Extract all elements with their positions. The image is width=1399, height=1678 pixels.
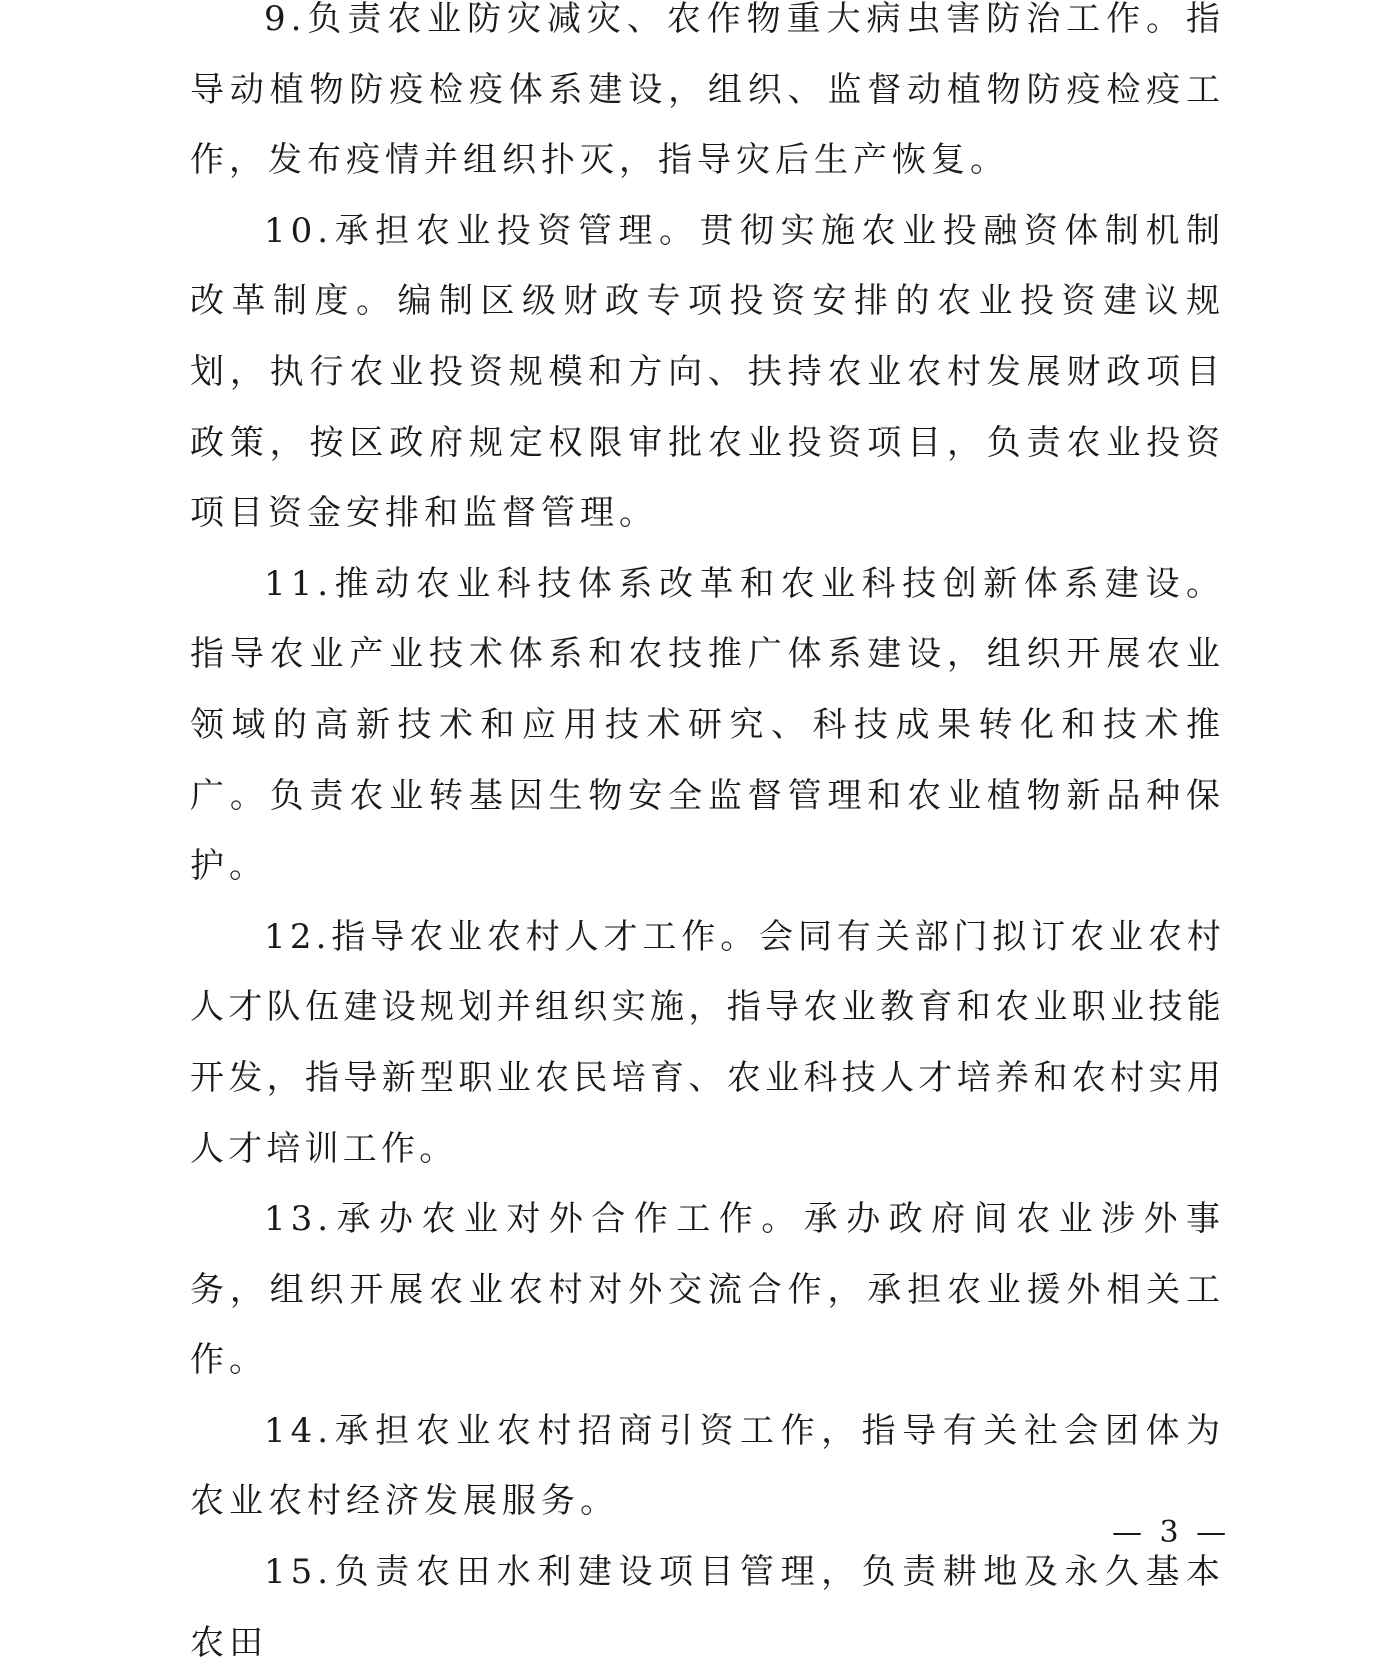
paragraph-item-12: 12.指导农业农村人才工作。会同有关部门拟订农业农村人才队伍建设规划并组织实施，指导农业教育和农业职业技能开发，指导新型职业农民培育、农业科技人才培养和农村实用人才培训工作。 (190, 916, 1225, 1169)
document-body (190, 0, 1225, 1678)
paragraph-item-13: 13.承办农业对外合作工作。承办政府间农业涉外事务，组织开展农业农村对外交流合作，承担农业援外相关工作。 (190, 1199, 1225, 1381)
page-number: — 3 — (1112, 1515, 1231, 1550)
paragraph-item-11: 11.推动农业科技体系改革和农业科技创新体系建设。指导农业产业技术体系和农技推广体系建设，组织开展农业领域的高新技术和应用技术研究、科技成果转化和技术推广。负责农业转基因生物安全监督管理和农业植物新品种保护。 (190, 563, 1225, 887)
paragraph-item-15: 15.负责农田水利建设项目管理，负责耕地及永久基本农田 (190, 1552, 1225, 1663)
paragraph-item-10: 10.承担农业投资管理。贯彻实施农业投融资体制机制改革制度。编制区级财政专项投资安排的农业投资建议规划，执行农业投资规模和方向、扶持农业农村发展财政项目政策，按区政府规定权限审批农业投资项目，负责农业投资项目资金安排和监督管理。 (190, 210, 1225, 534)
paragraph-item-14: 14.承担农业农村招商引资工作，指导有关社会团体为农业农村经济发展服务。 (190, 1410, 1225, 1522)
paragraph-item-9: 9.负责农业防灾减灾、农作物重大病虫害防治工作。指导动植物防疫检疫体系建设，组织、监督动植物防疫检疫工作，发布疫情并组织扑灭，指导灾后生产恢复。 (190, 0, 1225, 181)
